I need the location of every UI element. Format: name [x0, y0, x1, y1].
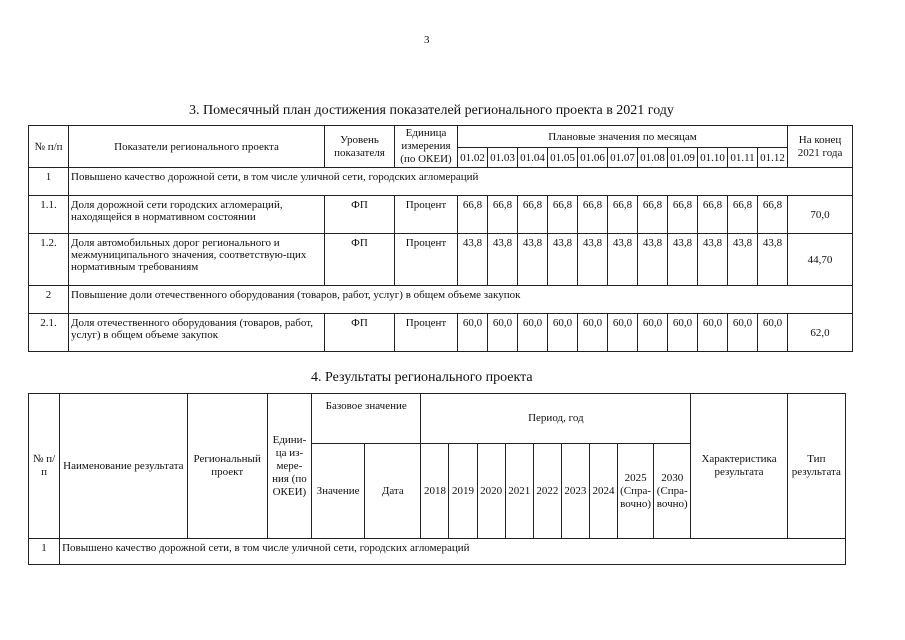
month-value: 60,0 [578, 314, 608, 352]
month-value: 60,0 [608, 314, 638, 352]
year-header: 2023 [561, 444, 589, 539]
year-end-value: 44,70 [788, 234, 853, 286]
header-regional-project: Региональный проект [187, 394, 267, 539]
monthly-plan-table [28, 125, 853, 352]
month-value: 43,8 [698, 234, 728, 286]
month-header: 01.05 [548, 148, 578, 168]
month-header: 01.04 [518, 148, 548, 168]
indicator-unit: Процент [395, 196, 458, 234]
row-num: 2 [29, 286, 69, 314]
year-header: 2018 [421, 444, 449, 539]
month-value: 60,0 [488, 314, 518, 352]
year-header: 2019 [449, 444, 477, 539]
indicator-level: ФП [325, 314, 395, 352]
indicator-row [29, 314, 853, 352]
year-header: 2022 [533, 444, 561, 539]
month-value: 66,8 [578, 196, 608, 234]
month-value: 66,8 [548, 196, 578, 234]
header-level: Уровень показателя [325, 126, 395, 168]
month-value: 60,0 [758, 314, 788, 352]
header-result-type: Тип результата [787, 394, 845, 539]
month-value: 43,8 [758, 234, 788, 286]
group-title: Повышено качество дорожной сети, в том числе уличной сети, городских агломераций [60, 539, 846, 565]
group-row [29, 286, 853, 314]
month-header: 01.12 [758, 148, 788, 168]
year-header: 2030 (Спра-вочно) [654, 444, 691, 539]
month-header: 01.08 [638, 148, 668, 168]
month-value: 66,8 [458, 196, 488, 234]
indicator-unit: Процент [395, 314, 458, 352]
group-title: Повышено качество дорожной сети, в том числе уличной сети, городских агломераций [69, 168, 853, 196]
group-row [29, 168, 853, 196]
indicator-name: Доля отечественного оборудования (товаров, работ, услуг) в общем объеме закупок [69, 314, 325, 352]
indicator-name: Доля дорожной сети городских агломераций, находящейся в нормативном состоянии [69, 196, 325, 234]
header-unit: Едини-ца из-мере-ния (по ОКЕИ) [267, 394, 311, 539]
indicator-row [29, 234, 853, 286]
month-value: 43,8 [458, 234, 488, 286]
header-planned-values: Плановые значения по месяцам [458, 126, 788, 148]
month-value: 43,8 [548, 234, 578, 286]
year-header: 2025 (Спра-вочно) [618, 444, 654, 539]
month-value: 43,8 [728, 234, 758, 286]
month-value: 60,0 [458, 314, 488, 352]
header-base-value-amount: Значение [312, 444, 365, 539]
header-base-value: Базовое значение [312, 394, 421, 444]
project-results-table [28, 393, 846, 565]
header-indicator: Показатели регионального проекта [69, 126, 325, 168]
month-header: 01.07 [608, 148, 638, 168]
header-base-value-date: Дата [365, 444, 421, 539]
header-unit: Единица измерения (по ОКЕИ) [395, 126, 458, 168]
header-result-name: Наименование результата [60, 394, 187, 539]
header-period: Период, год [421, 394, 691, 444]
year-header: 2024 [589, 444, 617, 539]
month-value: 66,8 [668, 196, 698, 234]
month-value: 60,0 [638, 314, 668, 352]
month-value: 60,0 [548, 314, 578, 352]
header-num: № п/п [29, 394, 60, 539]
section-4-title: 4. Результаты регионального проекта [311, 370, 533, 385]
month-value: 43,8 [608, 234, 638, 286]
year-end-value: 70,0 [788, 196, 853, 234]
month-header: 01.02 [458, 148, 488, 168]
header-characteristic: Характеристика результата [691, 394, 787, 539]
month-header: 01.09 [668, 148, 698, 168]
month-value: 60,0 [728, 314, 758, 352]
indicator-name: Доля автомобильных дорог регионального и межмуниципального значения, соответствую-щих нормативным требованиям [69, 234, 325, 286]
year-header: 2021 [505, 444, 533, 539]
month-header: 01.10 [698, 148, 728, 168]
month-value: 43,8 [638, 234, 668, 286]
month-value: 43,8 [578, 234, 608, 286]
month-value: 66,8 [518, 196, 548, 234]
month-value: 66,8 [488, 196, 518, 234]
month-value: 43,8 [488, 234, 518, 286]
indicator-row [29, 196, 853, 234]
month-header: 01.03 [488, 148, 518, 168]
group-title: Повышение доли отечественного оборудования (товаров, работ, услуг) в общем объеме закупок [69, 286, 853, 314]
month-value: 43,8 [668, 234, 698, 286]
month-value: 66,8 [608, 196, 638, 234]
year-header: 2020 [477, 444, 505, 539]
row-num: 1.2. [29, 234, 69, 286]
row-num: 1 [29, 539, 60, 565]
month-header: 01.11 [728, 148, 758, 168]
month-value: 66,8 [638, 196, 668, 234]
month-value: 60,0 [518, 314, 548, 352]
month-value: 66,8 [698, 196, 728, 234]
row-num: 1 [29, 168, 69, 196]
header-year-end: На конец 2021 года [788, 126, 853, 168]
month-value: 66,8 [728, 196, 758, 234]
page-number: 3 [424, 34, 430, 46]
indicator-unit: Процент [395, 234, 458, 286]
month-value: 43,8 [518, 234, 548, 286]
month-value: 60,0 [668, 314, 698, 352]
section-3-title: 3. Помесячный план достижения показателей регионального проекта в 2021 году [189, 103, 674, 118]
group-row [29, 539, 846, 565]
month-header: 01.06 [578, 148, 608, 168]
row-num: 2.1. [29, 314, 69, 352]
month-value: 66,8 [758, 196, 788, 234]
year-end-value: 62,0 [788, 314, 853, 352]
indicator-level: ФП [325, 196, 395, 234]
month-value: 60,0 [698, 314, 728, 352]
indicator-level: ФП [325, 234, 395, 286]
header-num: № п/п [29, 126, 69, 168]
row-num: 1.1. [29, 196, 69, 234]
